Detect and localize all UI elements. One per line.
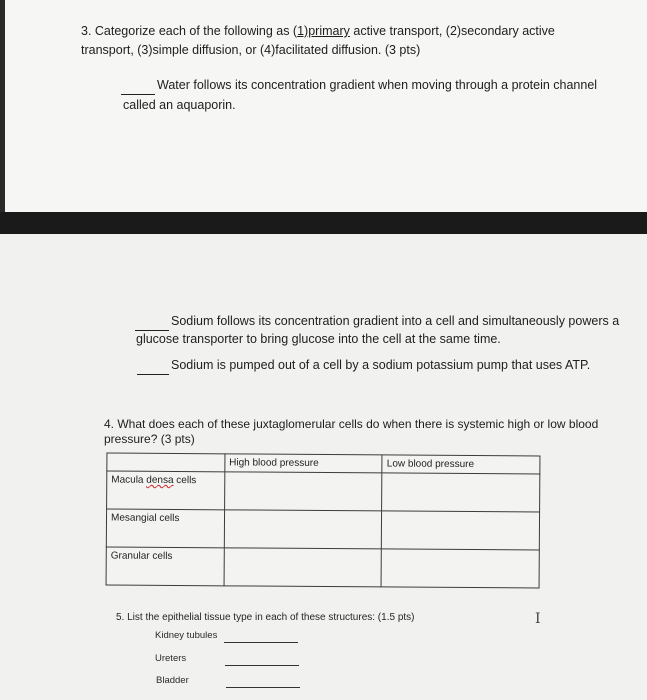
q3-item1-line1: Water follows its concentration gradient when moving through a protein channel [121, 76, 597, 95]
cell-mesangial-high[interactable] [224, 510, 382, 549]
q3-item2-blank[interactable] [135, 312, 169, 331]
q5-prompt: 5. List the epithelial tissue type in each of these structures: (1.5 pts) [116, 612, 415, 623]
q3-item3-line1: Sodium is pumped out of a cell by a sodium potassium pump that uses ATP. [137, 356, 590, 375]
q3-item3-blank[interactable] [137, 356, 169, 375]
row-label-macula-densa: Macula densa cells [107, 471, 225, 510]
q5-item-ureters: Ureters [155, 653, 187, 664]
q3-item2-line2: glucose transporter to bring glucose into the cell at the same time. [136, 332, 501, 346]
q3-prompt-line1: 3. Categorize each of the following as (1)primary active transport, (2)secondary active [81, 24, 555, 38]
q5-item-kidney-tubules: Kidney tubules [155, 630, 218, 641]
table-row [106, 547, 539, 588]
page-separator [0, 212, 647, 234]
table-row [107, 471, 540, 512]
cell-granular-high[interactable] [224, 548, 382, 587]
q3-item1-blank[interactable] [121, 76, 155, 95]
q4-prompt-line2: pressure? (3 pts) [104, 432, 195, 446]
q5-answer-line-ureters[interactable] [225, 665, 299, 666]
table-row [106, 509, 539, 550]
cell-macula-low[interactable] [382, 473, 540, 512]
q5-answer-line-bladder[interactable] [226, 687, 300, 688]
q5-answer-line-kidney[interactable] [224, 642, 298, 643]
table-header-empty [107, 453, 225, 472]
table-header-high: High blood pressure [225, 454, 383, 473]
row-label-mesangial: Mesangial cells [106, 509, 224, 548]
q3-item1-line2: called an aquaporin. [123, 98, 236, 112]
page-left-shadow [0, 0, 5, 212]
cell-mesangial-low[interactable] [382, 511, 540, 550]
cell-granular-low[interactable] [381, 549, 539, 588]
q4-prompt-line1: 4. What does each of these juxtaglomerular cells do when there is systemic high or low blood [104, 417, 599, 431]
table-header-low: Low blood pressure [382, 455, 540, 474]
q3-prompt-line2: transport, (3)simple diffusion, or (4)facilitated diffusion. (3 pts) [81, 43, 421, 57]
cell-macula-high[interactable] [224, 472, 382, 511]
q3-item2-line1: Sodium follows its concentration gradient into a cell and simultaneously powers a [135, 312, 619, 331]
q3-link-primary[interactable]: 1)primary [297, 24, 350, 38]
q5-item-bladder: Bladder [156, 675, 189, 686]
text-cursor-icon: I [535, 611, 541, 627]
juxtaglomerular-table [106, 452, 541, 588]
row-label-granular: Granular cells [106, 547, 224, 586]
